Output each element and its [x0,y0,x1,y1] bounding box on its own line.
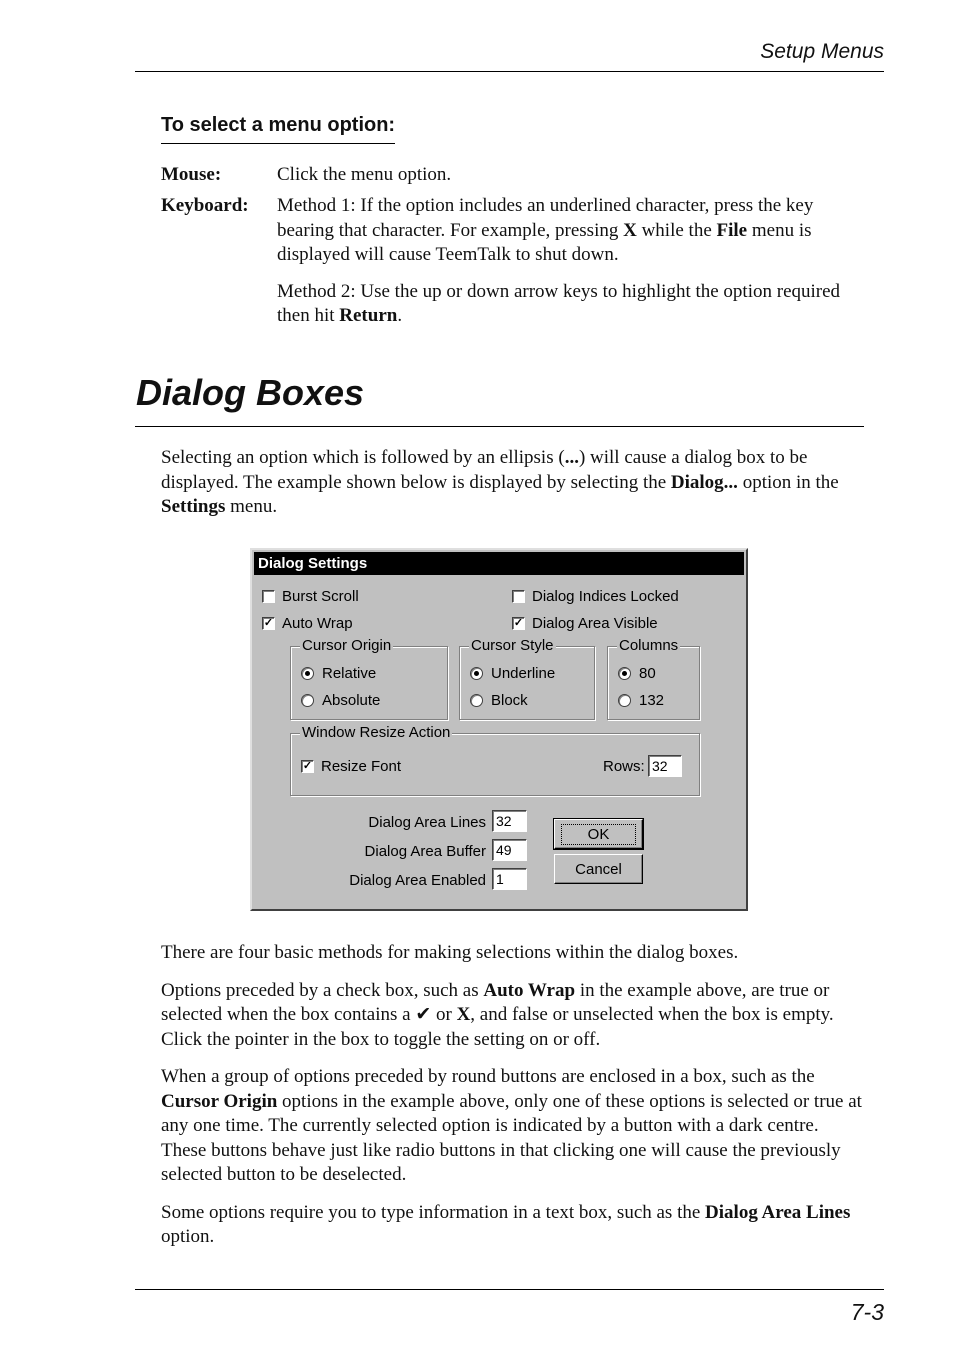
dialog-area-visible-option[interactable]: ✓ Dialog Area Visible [513,615,658,632]
indices-locked-checkbox[interactable] [512,590,525,603]
mouse-definition: Click the menu option. [277,164,452,185]
relative-radio[interactable] [301,667,314,680]
dialog-area-buffer-label: Dialog Area Buffer [364,843,486,860]
paragraph-check-box: Options preceded by a check box, such as Auto Wrap in the example above, are true or selected when the box contains a ✔ or X, and false or unselected when the box is empty. Click the pointer in the box to toggle the setting on or off. [161,979,834,1050]
method-1: Method 1: If the option includes an underlined character, press the key bearing that character. For example, pressing X while the File menu is displayed will cause TeemTalk to shut down. [277,195,814,265]
rows-label: Rows: [603,758,645,775]
columns-group [607,637,700,720]
mouse-term: Mouse: [161,164,222,185]
window-resize-legend: Window Resize Action [302,724,451,741]
auto-wrap-option[interactable]: ✓ Auto Wrap [263,615,353,632]
burst-scroll-option[interactable]: Burst Scroll [262,588,359,605]
paragraph-text-box: Some options require you to type information in a text box, such as the Dialog Area Lines option. [161,1201,851,1247]
explanation-paragraphs [161,941,864,1263]
relative-radio-option[interactable]: Relative [301,665,376,682]
window-resize-group [290,724,700,796]
absolute-radio-option[interactable]: Absolute [301,692,380,709]
columns-132-option[interactable]: 132 [618,692,664,709]
dialog-settings-window [250,548,748,911]
cursor-origin-legend: Cursor Origin [302,637,392,654]
columns-132-radio[interactable] [618,694,631,707]
paragraph-radio-buttons: When a group of options preceded by round buttons are enclosed in a box, such as the Cursor Origin options in the example above, only one of these options is selected or true at any one time. The currently selected option is indicated by a button with a dark centre. These buttons behave just like radio buttons in that clicking one will cause the previously selected button to be deselected. [161,1066,862,1185]
columns-legend: Columns [619,637,679,654]
resize-font-option[interactable]: ✓ Resize Font [302,758,402,775]
underline-radio[interactable] [470,667,483,680]
running-header: Setup Menus [760,40,884,63]
ok-button[interactable]: OK [554,819,643,849]
dialog-area-lines-label: Dialog Area Lines [368,814,486,831]
keyboard-term: Keyboard: [161,195,249,216]
section-title: Dialog Boxes [136,372,365,413]
burst-scroll-checkbox[interactable] [262,590,275,603]
procedure-heading: To select a menu option: [161,114,395,144]
dialog-area-enabled-input[interactable]: 1 [492,868,527,890]
dialog-area-buffer-input[interactable]: 49 [492,839,527,861]
cancel-button[interactable]: Cancel [554,854,643,884]
columns-80-radio[interactable] [618,667,631,680]
check-icon: ✔ [415,1004,432,1025]
block-radio-option[interactable]: Block [470,692,528,709]
auto-wrap-checkbox[interactable]: ✓ [263,617,274,629]
page-number: 7-3 [850,1299,884,1325]
header-rule [135,71,884,72]
keyboard-definition [277,194,867,341]
intro-paragraph: Selecting an option which is followed by an ellipsis (...) will cause a dialog box to be displayed. The example shown below is displayed by selecting the Dialog... option in the Settings menu. [161,447,839,517]
absolute-radio[interactable] [301,694,314,707]
section-rule [135,426,864,427]
dialog-title-bar: Dialog Settings [254,552,744,575]
dialog-indices-locked-option[interactable]: Dialog Indices Locked [512,588,679,605]
area-visible-checkbox[interactable]: ✓ [513,617,524,629]
block-radio[interactable] [470,694,483,707]
paragraph-basic-methods: There are four basic methods for making selections within the dialog boxes. [161,942,739,963]
columns-80-option[interactable]: 80 [618,665,656,682]
cursor-style-group [459,637,595,720]
cursor-origin-group [290,637,448,720]
footer-rule [135,1289,884,1290]
method-2: Method 2: Use the up or down arrow keys to highlight the option required then hit Return. [277,280,841,326]
dialog-area-lines-input[interactable]: 32 [492,810,527,832]
rows-input[interactable]: 32 [648,755,682,777]
cursor-style-legend: Cursor Style [471,637,554,654]
resize-font-checkbox[interactable]: ✓ [302,760,313,772]
dialog-area-enabled-label: Dialog Area Enabled [349,872,486,889]
underline-radio-option[interactable]: Underline [470,665,555,682]
